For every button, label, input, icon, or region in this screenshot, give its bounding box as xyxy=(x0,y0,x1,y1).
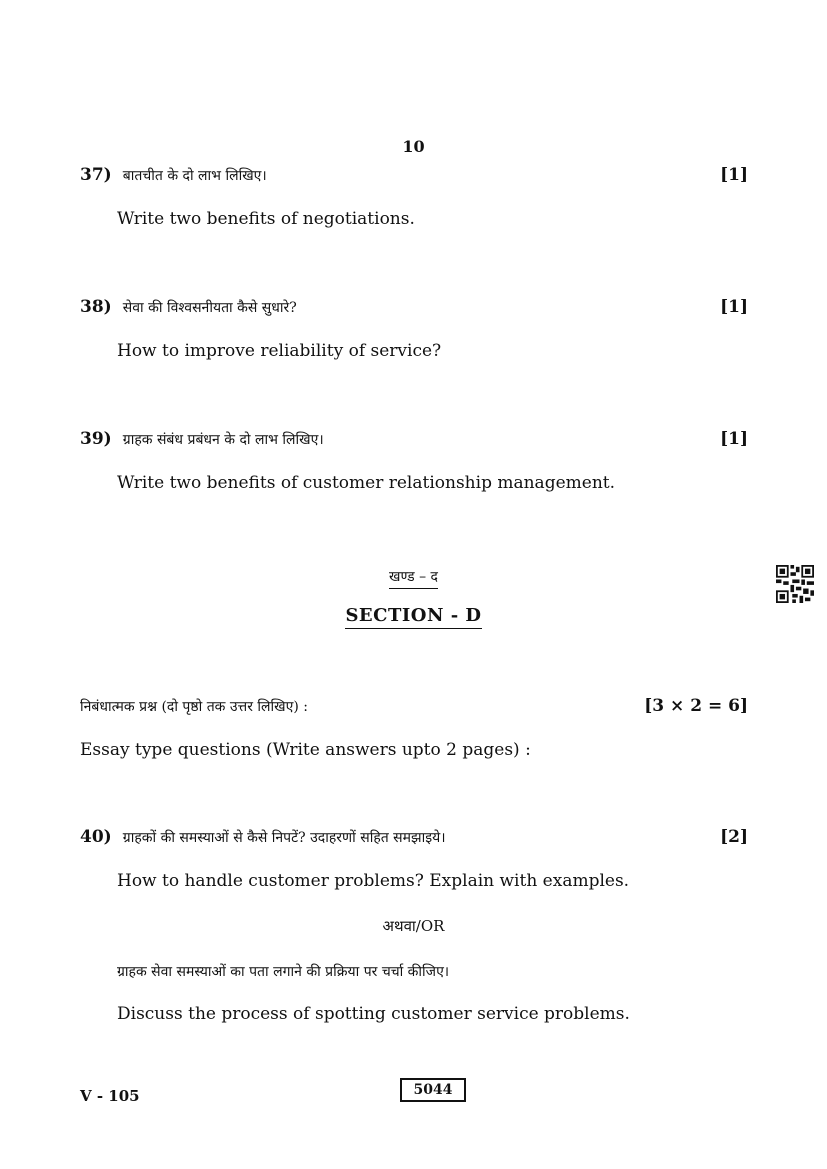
question-number: 37) xyxy=(80,165,112,185)
question-marks: [1] xyxy=(720,429,748,449)
paper-number-box: 5044 xyxy=(400,1078,466,1102)
question-english: How to handle customer problems? Explain with examples. xyxy=(117,871,630,891)
alternate-question-hindi: ग्राहक सेवा समस्याओं का पता लगाने की प्रक्रिया पर चर्चा कीजिए। xyxy=(117,964,450,980)
question-hindi: बातचीत के दो लाभ लिखिए। xyxy=(122,168,267,184)
question-marks: [2] xyxy=(720,827,748,847)
question-hindi: सेवा की विश्वसनीयता कैसे सुधारे? xyxy=(122,300,297,316)
section-heading-hindi-row xyxy=(0,566,827,589)
question-english: Write two benefits of negotiations. xyxy=(117,209,415,229)
question-hindi: ग्राहकों की समस्याओं से कैसे निपटें? उदाहरणों सहित समझाइये। xyxy=(122,830,446,846)
question-number: 39) xyxy=(80,429,112,449)
paper-code: V - 105 xyxy=(80,1087,140,1105)
question-number: 40) xyxy=(80,827,112,847)
question-40 xyxy=(80,827,748,847)
question-english: Write two benefits of customer relationship management. xyxy=(117,473,615,493)
question-english: How to improve reliability of service? xyxy=(117,341,442,361)
instruction-marks: [3 × 2 = 6] xyxy=(644,696,748,716)
section-heading-english: SECTION - D xyxy=(345,605,481,629)
question-39 xyxy=(80,429,748,449)
or-separator: अथवा/OR xyxy=(382,917,445,935)
instruction-hindi: निबंधात्मक प्रश्न (दो पृष्ठो तक उत्तर लिखिए) : xyxy=(80,699,308,715)
question-marks: [1] xyxy=(720,297,748,317)
alternate-question-english: Discuss the process of spotting customer service problems. xyxy=(117,1004,630,1024)
page-number: 10 xyxy=(402,137,425,156)
qr-code-icon xyxy=(776,565,814,603)
section-heading-english-row xyxy=(0,605,827,629)
section-heading-hindi: खण्ड – द xyxy=(389,567,438,589)
instruction-english: Essay type questions (Write answers upto 2 pages) : xyxy=(80,740,531,760)
question-37 xyxy=(80,165,748,185)
section-instruction xyxy=(80,696,748,716)
question-38 xyxy=(80,297,748,317)
question-hindi: ग्राहक संबंध प्रबंधन के दो लाभ लिखिए। xyxy=(122,432,324,448)
question-number: 38) xyxy=(80,297,112,317)
question-marks: [1] xyxy=(720,165,748,185)
